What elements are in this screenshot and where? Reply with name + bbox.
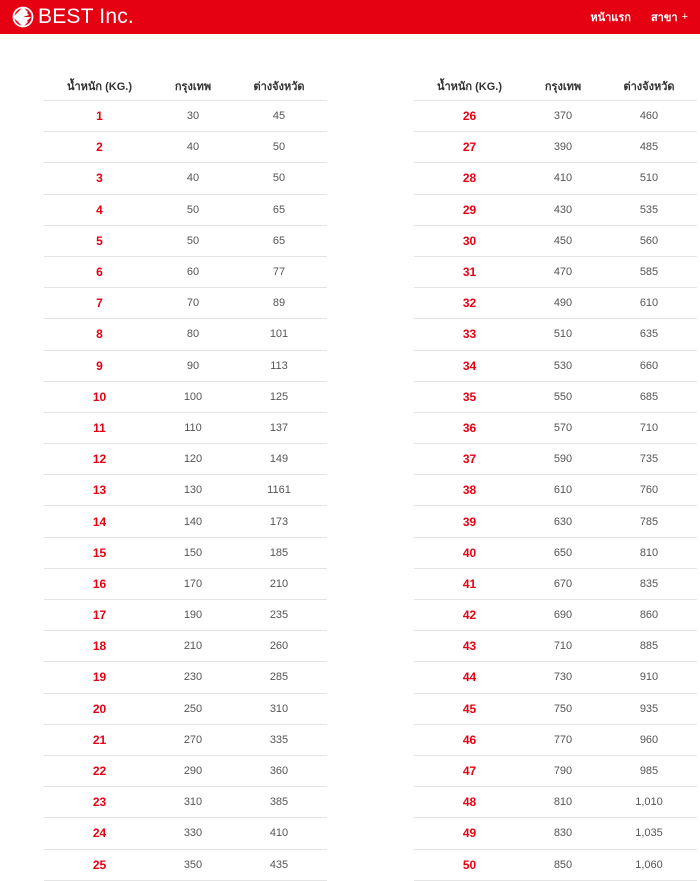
weight-cell: 16 [92, 576, 107, 591]
bangkok-price-cell: 810 [553, 796, 573, 809]
weight-cell: 18 [92, 639, 107, 654]
upcountry-price-cell: 1,010 [635, 796, 663, 809]
table-row [414, 694, 697, 725]
weight-cell: 4 [96, 202, 103, 217]
weight-cell: 1 [96, 109, 103, 124]
bangkok-price-cell: 40 [186, 172, 200, 185]
weight-cell: 30 [462, 233, 477, 248]
weight-cell: 40 [462, 545, 477, 560]
bangkok-price-cell: 610 [553, 484, 573, 497]
bangkok-price-cell: 110 [184, 421, 202, 434]
table-row [414, 226, 697, 257]
header-weight: น้ำหนัก (KG.) [436, 80, 503, 93]
bangkok-price-cell: 510 [553, 328, 573, 341]
weight-cell: 50 [462, 857, 477, 872]
rate-table-left [44, 71, 327, 881]
header-bangkok: กรุงเทพ [544, 80, 582, 93]
bangkok-price-cell: 710 [553, 640, 573, 653]
plus-icon: + [681, 11, 688, 23]
bangkok-price-cell: 430 [553, 203, 573, 216]
table-row [44, 382, 327, 413]
table-row [44, 506, 327, 537]
table-row [414, 475, 697, 506]
weight-cell: 11 [93, 420, 106, 435]
bangkok-price-cell: 370 [553, 110, 573, 123]
table-row [44, 351, 327, 382]
bangkok-price-cell: 50 [186, 234, 200, 247]
table-row [414, 600, 697, 631]
weight-cell: 49 [462, 826, 477, 841]
weight-cell: 33 [462, 327, 477, 342]
bangkok-price-cell: 190 [183, 609, 203, 622]
upcountry-price-cell: 101 [269, 328, 289, 341]
bangkok-price-cell: 830 [553, 827, 573, 840]
header-weight: น้ำหนัก (KG.) [66, 80, 133, 93]
upcountry-price-cell: 210 [269, 577, 289, 590]
weight-cell: 34 [462, 358, 477, 373]
table-row [44, 257, 327, 288]
table-row [44, 756, 327, 787]
upcountry-price-cell: 635 [639, 328, 659, 341]
weight-cell: 21 [92, 732, 107, 747]
upcountry-price-cell: 360 [269, 765, 289, 778]
bangkok-price-cell: 390 [553, 141, 573, 154]
table-header [44, 71, 327, 101]
weight-cell: 26 [462, 109, 477, 124]
table-row [414, 662, 697, 693]
table-row [414, 569, 697, 600]
table-row [414, 725, 697, 756]
weight-cell: 35 [462, 389, 477, 404]
bangkok-price-cell: 90 [186, 359, 200, 372]
bangkok-price-cell: 120 [183, 453, 203, 466]
upcountry-price-cell: 1,060 [635, 858, 663, 871]
weight-cell: 29 [462, 202, 477, 217]
table-row [44, 288, 327, 319]
table-row [44, 600, 327, 631]
weight-cell: 23 [92, 795, 107, 810]
table-row [414, 818, 697, 849]
weight-cell: 41 [462, 576, 477, 591]
upcountry-price-cell: 685 [639, 390, 659, 403]
nav-branch-label: สาขา [650, 12, 678, 24]
weight-cell: 39 [462, 514, 477, 529]
upcountry-price-cell: 45 [272, 110, 286, 123]
table-row [44, 725, 327, 756]
table-row [44, 132, 327, 163]
weight-cell: 17 [92, 608, 107, 623]
upcountry-price-cell: 1,035 [635, 827, 663, 840]
upcountry-price-cell: 835 [639, 577, 659, 590]
bangkok-price-cell: 150 [183, 546, 203, 559]
bangkok-price-cell: 730 [553, 671, 573, 684]
bangkok-price-cell: 100 [183, 390, 203, 403]
table-row [44, 226, 327, 257]
bangkok-price-cell: 790 [553, 765, 573, 778]
bangkok-price-cell: 70 [186, 297, 200, 310]
table-row [414, 257, 697, 288]
table-row [414, 319, 697, 350]
table-row [44, 163, 327, 194]
upcountry-price-cell: 435 [269, 858, 289, 871]
upcountry-price-cell: 77 [272, 266, 286, 279]
weight-cell: 27 [462, 140, 477, 155]
bangkok-price-cell: 40 [186, 141, 200, 154]
table-row [44, 569, 327, 600]
bangkok-price-cell: 60 [186, 266, 200, 279]
weight-cell: 44 [462, 670, 477, 685]
upcountry-price-cell: 65 [272, 234, 286, 247]
weight-cell: 19 [92, 670, 107, 685]
bangkok-price-cell: 550 [553, 390, 573, 403]
rate-table-right [414, 71, 697, 881]
table-row [414, 413, 697, 444]
table-row [44, 694, 327, 725]
weight-cell: 12 [92, 452, 107, 467]
upcountry-price-cell: 137 [269, 421, 289, 434]
upcountry-price-cell: 285 [269, 671, 289, 684]
weight-cell: 24 [92, 826, 107, 841]
table-row [44, 631, 327, 662]
weight-cell: 32 [462, 296, 477, 311]
weight-cell: 48 [462, 795, 477, 810]
weight-cell: 10 [92, 389, 107, 404]
upcountry-price-cell: 710 [639, 421, 659, 434]
upcountry-price-cell: 410 [269, 827, 289, 840]
bangkok-price-cell: 410 [553, 172, 573, 185]
upcountry-price-cell: 985 [639, 765, 659, 778]
upcountry-price-cell: 610 [639, 297, 659, 310]
bangkok-price-cell: 650 [553, 546, 573, 559]
upcountry-price-cell: 335 [269, 733, 289, 746]
weight-cell: 36 [462, 420, 477, 435]
upcountry-price-cell: 65 [272, 203, 286, 216]
table-row [44, 818, 327, 849]
bangkok-price-cell: 750 [553, 702, 573, 715]
upcountry-price-cell: 935 [639, 702, 659, 715]
bangkok-price-cell: 590 [553, 453, 573, 466]
upcountry-price-cell: 125 [269, 390, 289, 403]
table-row [44, 413, 327, 444]
bangkok-price-cell: 470 [553, 266, 573, 279]
table-row [44, 444, 327, 475]
upcountry-price-cell: 860 [639, 609, 659, 622]
bangkok-price-cell: 850 [553, 858, 573, 871]
bangkok-price-cell: 270 [183, 733, 203, 746]
main-nav [590, 8, 688, 26]
table-row [414, 288, 697, 319]
bangkok-price-cell: 310 [183, 796, 203, 809]
table-row [44, 787, 327, 818]
table-row [414, 163, 697, 194]
table-row [44, 195, 327, 226]
table-row [414, 444, 697, 475]
bangkok-price-cell: 130 [183, 484, 203, 497]
upcountry-price-cell: 50 [272, 141, 286, 154]
bangkok-price-cell: 490 [553, 297, 573, 310]
table-row [414, 506, 697, 537]
upcountry-price-cell: 460 [639, 110, 659, 123]
upcountry-price-cell: 810 [639, 546, 659, 559]
bangkok-price-cell: 450 [553, 234, 573, 247]
upcountry-price-cell: 735 [639, 453, 659, 466]
weight-cell: 25 [92, 857, 107, 872]
bangkok-price-cell: 250 [183, 702, 203, 715]
table-row [44, 538, 327, 569]
bangkok-price-cell: 50 [186, 203, 200, 216]
table-row [414, 631, 697, 662]
table-row [414, 351, 697, 382]
weight-cell: 37 [462, 452, 477, 467]
bangkok-price-cell: 330 [183, 827, 203, 840]
table-row [44, 850, 327, 881]
weight-cell: 38 [462, 483, 477, 498]
upcountry-price-cell: 760 [639, 484, 659, 497]
table-row [44, 319, 327, 350]
table-row [414, 195, 697, 226]
table-row [414, 538, 697, 569]
bangkok-price-cell: 670 [553, 577, 573, 590]
upcountry-price-cell: 910 [639, 671, 659, 684]
brand-logo[interactable] [12, 5, 134, 29]
upcountry-price-cell: 310 [269, 702, 289, 715]
weight-cell: 14 [92, 514, 107, 529]
upcountry-price-cell: 660 [639, 359, 659, 372]
upcountry-price-cell: 235 [269, 609, 289, 622]
weight-cell: 13 [92, 483, 107, 498]
weight-cell: 3 [96, 171, 103, 186]
rate-tables [0, 34, 700, 872]
upcountry-price-cell: 885 [639, 640, 659, 653]
bangkok-price-cell: 570 [553, 421, 573, 434]
brand-name: BEST Inc. [38, 5, 134, 28]
bangkok-price-cell: 230 [183, 671, 203, 684]
upcountry-price-cell: 960 [639, 733, 659, 746]
weight-cell: 6 [96, 265, 103, 280]
table-row [414, 382, 697, 413]
bangkok-price-cell: 170 [183, 577, 203, 590]
nav-branch[interactable] [651, 8, 688, 26]
weight-cell: 20 [92, 701, 107, 716]
weight-cell: 45 [462, 701, 477, 716]
upcountry-price-cell: 113 [270, 359, 288, 372]
weight-cell: 2 [96, 140, 103, 155]
bangkok-price-cell: 30 [186, 110, 200, 123]
upcountry-price-cell: 485 [639, 141, 659, 154]
upcountry-price-cell: 535 [639, 203, 659, 216]
upcountry-price-cell: 585 [639, 266, 659, 279]
upcountry-price-cell: 185 [269, 546, 289, 559]
weight-cell: 5 [96, 233, 103, 248]
table-row [44, 101, 327, 132]
weight-cell: 7 [96, 296, 103, 311]
table-row [414, 787, 697, 818]
bangkok-price-cell: 210 [183, 640, 203, 653]
bangkok-price-cell: 770 [553, 733, 573, 746]
upcountry-price-cell: 149 [269, 453, 289, 466]
weight-cell: 28 [462, 171, 477, 186]
upcountry-price-cell: 510 [639, 172, 659, 185]
weight-cell: 43 [462, 639, 477, 654]
weight-cell: 22 [92, 764, 107, 779]
weight-cell: 15 [92, 545, 107, 560]
weight-cell: 42 [462, 608, 477, 623]
bangkok-price-cell: 630 [553, 515, 573, 528]
weight-cell: 31 [462, 265, 477, 280]
header-bar [0, 0, 700, 34]
table-row [44, 475, 327, 506]
bangkok-price-cell: 290 [183, 765, 203, 778]
table-row [414, 132, 697, 163]
nav-home[interactable]: หน้าแรก [590, 12, 631, 24]
upcountry-price-cell: 385 [269, 796, 289, 809]
weight-cell: 9 [96, 358, 103, 373]
weight-cell: 8 [96, 327, 103, 342]
upcountry-price-cell: 1161 [267, 484, 291, 497]
table-row [414, 850, 697, 881]
header-bangkok: กรุงเทพ [174, 80, 212, 93]
upcountry-price-cell: 260 [269, 640, 289, 653]
upcountry-price-cell: 50 [272, 172, 286, 185]
bangkok-price-cell: 530 [553, 359, 573, 372]
header-upcountry: ต่างจังหวัด [623, 80, 675, 93]
upcountry-price-cell: 560 [639, 234, 659, 247]
bangkok-price-cell: 350 [183, 858, 203, 871]
table-header [414, 71, 697, 101]
weight-cell: 46 [462, 732, 477, 747]
best-logo-icon [12, 6, 34, 28]
bangkok-price-cell: 80 [186, 328, 200, 341]
bangkok-price-cell: 140 [183, 515, 203, 528]
table-row [414, 101, 697, 132]
header-upcountry: ต่างจังหวัด [253, 80, 305, 93]
bangkok-price-cell: 690 [553, 609, 573, 622]
upcountry-price-cell: 785 [639, 515, 659, 528]
weight-cell: 47 [462, 764, 477, 779]
table-row [44, 662, 327, 693]
upcountry-price-cell: 173 [269, 515, 289, 528]
table-row [414, 756, 697, 787]
upcountry-price-cell: 89 [272, 297, 286, 310]
